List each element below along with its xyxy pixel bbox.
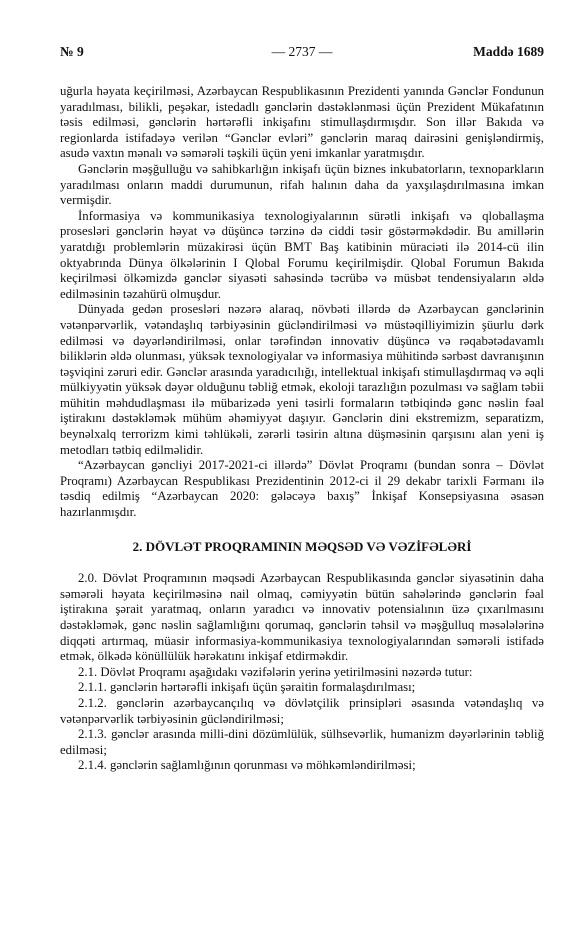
- list-item: 2.1.2. gənclərin azərbaycançılıq və dövlətçilik prinsipləri əsasında vətəndaşlıq və vətənpərvərlik tərbiyəsinin gücləndirilməsi;: [60, 695, 544, 726]
- paragraph: Dünyada gedən prosesləri nəzərə alaraq, növbəti illərdə də Azərbaycan gənclərinin vətənpərvərlik, vətəndaşlıq tərbiyəsinin gücləndirilməsi və müstəqilliyimizin şüurlu dərk edilməsi və dəyərləndirilməsi, onlar tərəfindən innovativ düşüncə və rəqabətədavamlı biliklərin əldə olunması, yüksək texnologiyalar və informasiya mühitində sərbəst davranışının təşviqini zəruri edir. Gənclər arasında yaradıcılığı, intellektual inkişafı stimullaşdırmaq və əqli mülkiyyətin yüksək dəyər olduğunu təbliğ etmək, ekoloji tarazlığın pozulması və sağlam təbii mühitin məhdudlaşması ilə mübarizədə yeni təsirli formaların tətbiqində gənc nəslin fəal iştirakını dəstəkləmək mühüm əhəmiyyət daşıyır. Gənclərin dini ekstremizm, separatizm, beynəlxalq terrorizm kimi təhlükəli, zərərli təsirin altına düşməsinin qarşısını alan yeni iş metodları tətbiq edilməlidir.: [60, 302, 544, 457]
- page-number: — 2737 —: [271, 44, 333, 59]
- page-header: [60, 44, 544, 64]
- paragraph: Gənclərin məşğulluğu və sahibkarlığın inkişafı üçün biznes inkubatorların, texnoparkların yaradılması onların maddi durumunun, rifah halının daha da yaxşılaşdırılmasına imkan vermişdir.: [60, 161, 544, 208]
- list-item: 2.1.4. gənclərin sağlamlığının qorunması və möhkəmləndirilməsi;: [78, 758, 416, 773]
- paragraph: 2.0. Dövlət Proqramının məqsədi Azərbaycan Respublikasında gənclər siyasətinin daha səmərəli həyata keçirilməsinə nail olmaq, cəmiyyətin bütün sahələrində gənclərin fəal iştirakına şərait yaratmaq, onların yaradıcı və innovativ potensialının üzə çıxarılmasını dəstəkləmək, gənc nəslin sağlamlığını qorumaq, gənclərin təhsil və məşğulluq məsələlərinə diqqəti artırmaq, müasir informasiya-kommunikasiya texnologiyalarından səmərəli istifadə etmək, ölkədə könüllülük hərəkatını inkişaf etdirməkdir.: [60, 571, 544, 664]
- paragraph: “Azərbaycan gəncliyi 2017-2021-ci illərdə” Dövlət Proqramı (bundan sonra – Dövlət Proqramı) Azərbaycan Respublikası Prezidentinin 2012-ci il 29 dekabr tarixli Fərmanı ilə təsdiq edilmiş “Azərbaycan 2020: gələcəyə baxış” İnkişaf Konsepsiyasına əsasən hazırlanmışdır.: [60, 458, 544, 520]
- paragraph: İnformasiya və kommunikasiya texnologiyalarının sürətli inkişafı və qloballaşma prosesləri gənclərin həyat və düşüncə tərzinə də ciddi təsir göstərməkdədir. Bu amillərin yaratdığı problemlərin müzakirəsi üçün BMT Baş katibinin müraciəti ilə 2014-cü ilin oktyabrında Dünya ölkələrinin I Qlobal Forumu keçirilmişdir. Qlobal Forumun Bakıda keçirilməsi ölkəmizdə gənclər siyasəti sahəsində təcrübə və müsbət tendensiyaların əldə edilməsinin təzahürü olmuşdur.: [60, 208, 544, 301]
- article-number: Maddə 1689: [473, 44, 544, 59]
- paragraph: uğurla həyata keçirilməsi, Azərbaycan Respublikasının Prezidenti yanında Gənclər Fondunun yaradılması, bilikli, peşəkar, istedadlı gənclərin dəstəklənməsi üçün Prezident Mükafatının təsis edilməsi, gənclərin hərtərəfli inkişafını stimullaşdırmışdır. Son illər Bakıda və regionlarda istifadəyə verilən “Gənclər evləri” gənclərin maraq dairəsini genişləndirmiş, asudə vaxtın mənalı və səmərəli təşkili üçün yeni imkanlar yaratmışdır.: [60, 84, 544, 161]
- list-item: 2.1.1. gənclərin hərtərəfli inkişafı üçün şəraitin formalaşdırılması;: [78, 680, 416, 695]
- document-body: [60, 84, 544, 774]
- issue-number: № 9: [60, 44, 84, 59]
- section-title: 2. DÖVLƏT PROQRAMININ MƏQSƏD VƏ VƏZİFƏLƏRİ: [132, 538, 472, 554]
- list-item: 2.1.3. gənclər arasında milli-dini dözümlülük, sülhsevərlik, humanizm dəyərlərinin təbliğ edilməsi;: [60, 727, 544, 757]
- list-item: 2.1. Dövlət Proqramı aşağıdakı vəzifələrin yerinə yetirilməsini nəzərdə tutur:: [78, 664, 473, 679]
